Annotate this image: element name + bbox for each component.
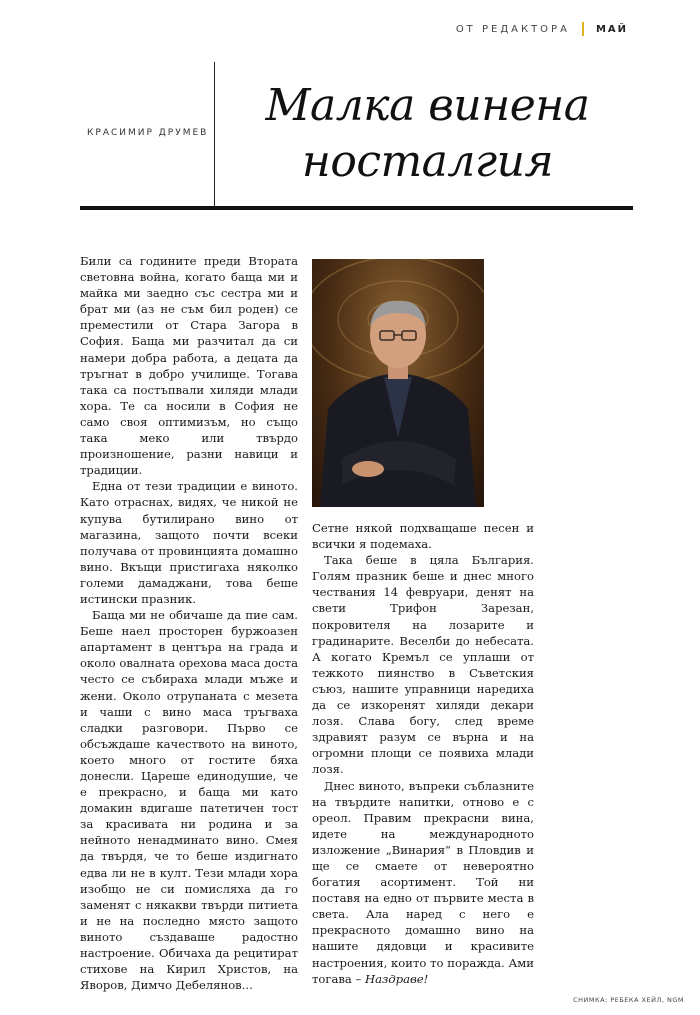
closing-toast: Наздраве! [365, 971, 429, 986]
title-line-2: носталгия [301, 136, 554, 187]
paragraph: Баща ми не обичаше да пие сам. Беше наел просторен буржоазен апартамент в центъра на града и около овалната орехова маса доста често се събираха млади мъже и жени. Около отрупаната с мезета и чаши с вино маса тръгваха сладки разговори. Първо се обсъждаше качеството на виното, което много от гостите бяха донесли. Цареше единодушие, че е прекрасно, и баща ми като домакин вдигаше патетичен тост за красивата ни родина и за нейното ненадминато вино. Смея да твърдя, че то беше издигнато едва ли не в култ. Тези млади хора изобщо не си помисляха да го заменят с някакви твърди питиета и не на последно място защото виното създаваше радостно настроение. Обичаха да рецитират стихове на Кирил Христов, на Яворов, Димчо Дебелянов... [80, 608, 298, 993]
photo-credit: СНИМКА: РЕБЕКА ХЕЙЛ, NGM [573, 996, 684, 1004]
issue-month: МАЙ [595, 23, 628, 35]
article-column-right [312, 520, 534, 987]
author-name: КРАСИМИР ДРУМЕВ [87, 128, 209, 138]
paragraph [312, 778, 534, 987]
paragraph: Така беше в цяла България. Голям празник беше и днес много чествания 14 февруари, денят на свети Трифон Зарезан, покровителя на лозарите и градинарите. Веселби до небесата. А когато Кремъл се уплаши от тежкото пиянство в Съветския съюз, нашите управници нарeдиха да се изкоренят хиляди декари лозя. Слава богу, след време здравият разум се върна и на огромни площи се появиха млади лозя. [312, 553, 534, 777]
article-title [225, 78, 630, 190]
article-column-left [80, 253, 298, 993]
header-divider [582, 22, 584, 36]
title-line-1: Малка винена [265, 80, 590, 131]
paragraph: Сетне някой подхващаше песен и всички я подемаха. [312, 521, 534, 552]
portrait-illustration [312, 259, 484, 507]
vertical-rule [214, 62, 215, 208]
paragraph-text: Днес виното, въпреки съблазните на твърдите напитки, отново е с ореол. Правим прекрасни вина, идете на международното изложение „Винария“ в Пловдив и ще се смаете от невероятно богатия асортимент. Той ни поставя на едно от първите места в света. Ала наред с него е прекрасното домашно вино на нашите дядовци и красивите настроения, които то поражда. Ами тогава – [312, 778, 534, 986]
author-photo [312, 259, 484, 507]
paragraph: Били са годините преди Втората световна война, когато баща ми и майка ми заедно със сестра ми и брат ми (аз не съм бил роден) се преместили от Стара Загора в София. Баща ми разчитал да си намери добра работа, а децата да тръгнат в добро училище. Тогава така са постъпвали хиляди млади хора. Те са носили в София не само своя оптимизъм, но също така меко или твърдо произношение, разни навици и традиции. [80, 254, 298, 478]
paragraph: Една от тези традиции е виното. Като отраснах, видях, че никой не купува бутилирано вино от магазина, защото почти всеки получава от провинцията домашно вино. Вкъщи пристигаха няколко големи дамаджани, това беше истински празник. [80, 479, 298, 606]
section-label: ОТ РЕДАКТОРА [455, 23, 570, 35]
page-header [456, 22, 628, 36]
title-rule [80, 206, 633, 210]
